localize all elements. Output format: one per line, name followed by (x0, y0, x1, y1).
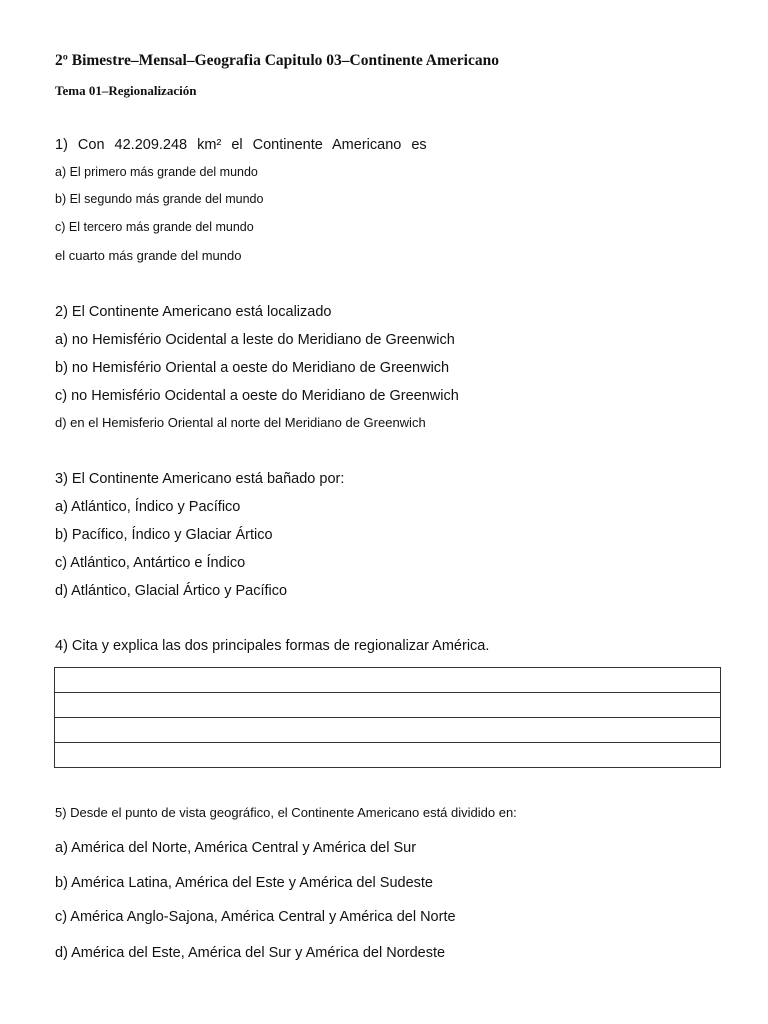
question-3-option-b: b) Pacífico, Índico y Glaciar Ártico (55, 527, 273, 543)
question-1-option-c: c) El tercero más grande del mundo (55, 220, 254, 234)
question-1-option-a: a) El primero más grande del mundo (55, 165, 258, 179)
topic-heading: Tema 01–Regionalización (55, 83, 197, 98)
question-2-option-d: d) en el Hemisferio Oriental al norte del Meridiano de Greenwich (55, 415, 426, 430)
question-5-option-a: a) América del Norte, América Central y América del Sur (55, 840, 417, 856)
question-2-option-b: b) no Hemisfério Oriental a oeste do Meridiano de Greenwich (55, 360, 450, 376)
question-4-stem: 4) Cita y explica las dos principales formas de regionalizar América. (55, 638, 490, 654)
question-2-option-c: c) no Hemisfério Ocidental a oeste do Meridiano de Greenwich (55, 388, 459, 404)
question-3-option-d: d) Atlántico, Glacial Ártico y Pacífico (55, 583, 288, 599)
answer-line[interactable] (55, 743, 721, 768)
answer-lines-table[interactable] (54, 667, 721, 768)
question-5-option-c: c) América Anglo-Sajona, América Central y América del Norte (55, 909, 456, 925)
question-3-stem: 3) El Continente Americano está bañado por: (55, 471, 345, 487)
question-1-option-b: b) El segundo más grande del mundo (55, 192, 264, 206)
question-3-option-a: a) Atlántico, Índico y Pacífico (55, 499, 241, 515)
question-2-stem: 2) El Continente Americano está localizado (55, 304, 332, 320)
question-5-stem: 5) Desde el punto de vista geográfico, el Continente Americano está dividido en: (55, 805, 517, 820)
answer-cell[interactable] (55, 668, 721, 693)
answer-line[interactable] (55, 718, 721, 743)
question-1-option-d: el cuarto más grande del mundo (55, 248, 242, 263)
question-3-option-c: c) Atlántico, Antártico e Índico (55, 555, 246, 571)
question-1-stem: 1) Con 42.209.248 km² el Continente Americano es (55, 137, 427, 153)
answer-cell[interactable] (55, 718, 721, 743)
answer-line[interactable] (55, 668, 721, 693)
question-5-option-b: b) América Latina, América del Este y América del Sudeste (55, 875, 433, 891)
document-title: 2º Bimestre–Mensal–Geografia Capitulo 03–Continente Americano (55, 52, 499, 69)
question-2-option-a: a) no Hemisfério Ocidental a leste do Meridiano de Greenwich (55, 332, 455, 348)
answer-cell[interactable] (55, 743, 721, 768)
answer-cell[interactable] (55, 693, 721, 718)
answer-line[interactable] (55, 693, 721, 718)
question-5-option-d: d) América del Este, América del Sur y América del Nordeste (55, 945, 446, 961)
